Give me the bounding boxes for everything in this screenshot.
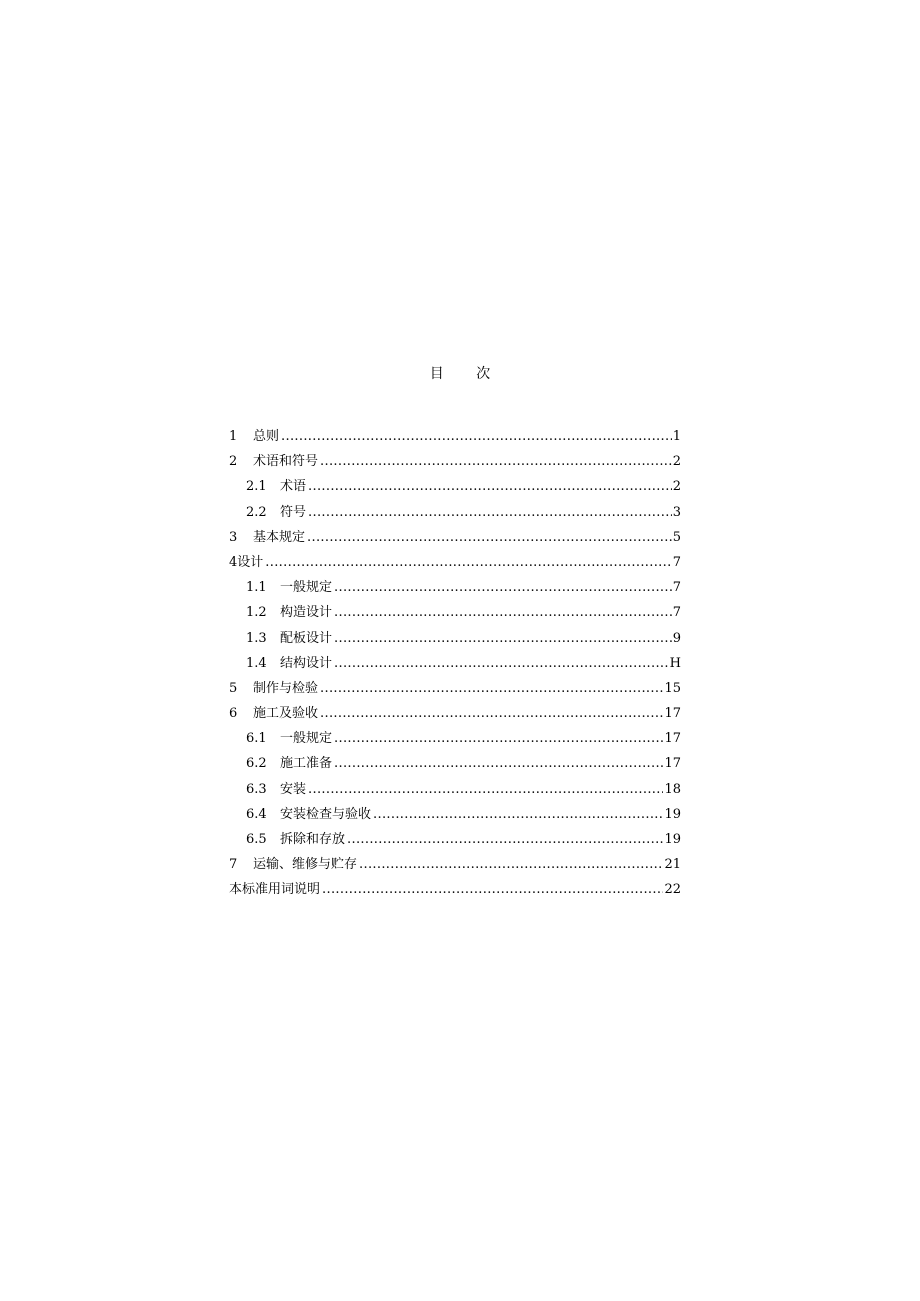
toc-entry[interactable] (229, 726, 681, 751)
toc-entry[interactable] (229, 852, 681, 877)
toc-entry-label: 安装 (280, 781, 307, 797)
toc-entry-label: 配板设计 (280, 630, 333, 646)
dot-leader (334, 575, 672, 600)
toc-entry[interactable] (229, 877, 681, 902)
toc-entry-page: 9 (672, 630, 681, 646)
dot-leader (334, 751, 663, 776)
toc-entry-page: 7 (672, 605, 681, 621)
toc-entry-number: 6.2 (246, 756, 267, 772)
toc-entry-number: 6.5 (246, 832, 267, 847)
toc-entry-label: 运输、维修与贮存 (253, 857, 358, 873)
toc-entry-page: 3 (672, 504, 681, 520)
toc-entry[interactable] (229, 701, 681, 726)
toc-entry-page: 19 (664, 806, 681, 822)
toc-entry-number: 3 (229, 529, 238, 545)
toc-entry-label: 施工及验收 (253, 706, 319, 722)
toc-entry-page: 2 (672, 479, 681, 495)
toc-entry[interactable] (229, 676, 681, 701)
toc-entry-page: 22 (664, 882, 681, 898)
toc-list (229, 424, 681, 903)
toc-entry-page: 5 (672, 529, 681, 545)
toc-entry-label: 一般规定 (280, 580, 333, 596)
dot-leader (320, 449, 672, 474)
toc-entry[interactable] (229, 424, 681, 449)
toc-entry-label: 构造设计 (280, 605, 333, 621)
toc-entry-number: 5 (229, 680, 238, 696)
toc-entry-number: 1.3 (246, 630, 267, 646)
toc-entry-page: 1 (672, 429, 681, 444)
toc-entry-number: 6 (229, 706, 238, 722)
dot-leader (334, 651, 669, 676)
toc-entry-label: 安装检查与验收 (280, 806, 372, 822)
toc-entry-number: 6.1 (246, 731, 267, 747)
dot-leader (322, 877, 663, 902)
dot-leader (359, 852, 663, 877)
toc-entry[interactable] (229, 626, 681, 651)
toc-entry[interactable] (229, 802, 681, 827)
toc-entry-page: 21 (664, 857, 681, 873)
toc-entry-number: 1.4 (246, 655, 267, 671)
toc-entry-label: 制作与检验 (253, 680, 319, 696)
toc-entry-number: 6.4 (246, 806, 267, 822)
dot-leader (373, 802, 663, 827)
dot-leader (281, 424, 672, 449)
toc-entry-number: 6.3 (246, 781, 267, 797)
toc-entry[interactable] (229, 550, 681, 575)
toc-entry[interactable] (229, 500, 681, 525)
toc-entry[interactable] (229, 651, 681, 676)
toc-entry[interactable] (229, 575, 681, 600)
toc-entry-number: 2.2 (246, 504, 267, 520)
dot-leader (265, 550, 671, 575)
toc-entry-page: H (669, 655, 681, 671)
toc-entry[interactable] (229, 474, 681, 499)
toc-entry-label: 总则 (253, 429, 280, 444)
dot-leader (320, 701, 663, 726)
toc-entry-page: 15 (664, 680, 681, 696)
toc-entry-number: 1 (229, 429, 238, 444)
toc-entry-label: 施工准备 (280, 756, 333, 772)
dot-leader (320, 676, 663, 701)
dot-leader (308, 474, 672, 499)
dot-leader (334, 626, 672, 651)
toc-entry-label: 术语和符号 (253, 454, 319, 470)
toc-entry[interactable] (229, 751, 681, 776)
dot-leader (307, 525, 672, 550)
toc-entry-page: 7 (672, 580, 681, 596)
toc-entry-page: 2 (672, 454, 681, 470)
dot-leader (308, 500, 672, 525)
dot-leader (308, 777, 663, 802)
toc-entry-label: 基本规定 (253, 529, 306, 545)
toc-entry-label: 一般规定 (280, 731, 333, 747)
toc-entry-page: 19 (664, 832, 681, 847)
toc-entry-page: 17 (664, 756, 681, 772)
toc-entry-page: 7 (672, 554, 681, 570)
toc-entry-number: 1.2 (246, 605, 267, 621)
toc-entry-number: 7 (229, 857, 238, 873)
toc-entry-label: 本标准用词说明 (229, 882, 321, 898)
dot-leader (334, 600, 672, 625)
toc-entry-label: 结构设计 (280, 655, 333, 671)
toc-entry-label: 拆除和存放 (280, 832, 346, 847)
toc-entry[interactable] (229, 449, 681, 474)
toc-entry[interactable] (229, 600, 681, 625)
toc-entry[interactable] (229, 525, 681, 550)
toc-entry-label: 4设计 (229, 554, 264, 570)
dot-leader (334, 726, 663, 751)
toc-entry[interactable] (229, 827, 681, 852)
dot-leader (347, 827, 663, 852)
toc-title: 目 次 (429, 366, 505, 382)
toc-entry-number: 1.1 (246, 580, 267, 596)
toc-entry-label: 术语 (280, 479, 307, 495)
toc-entry-number: 2 (229, 454, 238, 470)
toc-entry-page: 18 (664, 781, 681, 797)
toc-entry-page: 17 (664, 731, 681, 747)
toc-entry[interactable] (229, 777, 681, 802)
toc-entry-label: 符号 (280, 504, 307, 520)
toc-entry-page: 17 (664, 706, 681, 722)
toc-entry-number: 2.1 (246, 479, 267, 495)
